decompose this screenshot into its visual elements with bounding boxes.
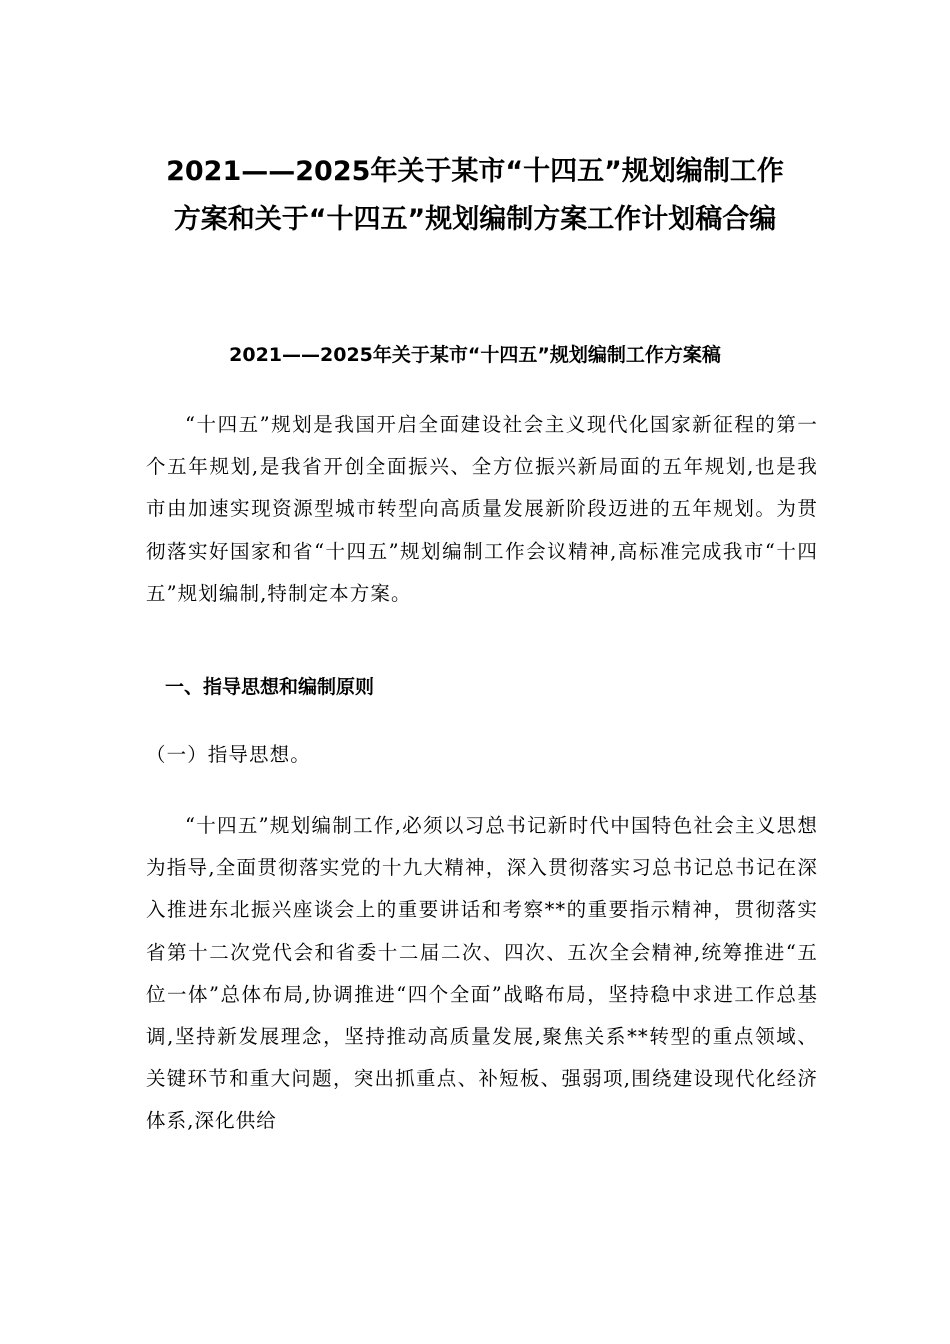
section-heading: 一、指导思想和编制原则 — [165, 676, 375, 698]
section-title: 2021——2025年关于某市“十四五”规划编制工作方案稿 — [229, 344, 721, 366]
title-line-1: 2021——2025年关于某市“十四五”规划编制工作 — [166, 156, 784, 187]
subsection-heading: （一）指导思想。 — [146, 743, 311, 766]
title-line-2: 方案和关于“十四五”规划编制方案工作计划稿合编 — [173, 204, 777, 235]
intro-paragraph: “十四五”规划是我国开启全面建设社会主义现代化国家新征程的第一个五年规划,是我省开创全面振兴、全方位振兴新局面的五年规划,也是我市由加速实现资源型城市转型向高质量发展新阶段迈进的五年规划。为贯彻落实好国家和省“十四五”规划编制工作会议精神,高标准完成我市“十四五”规划编制,特制定本方案。 — [146, 413, 818, 605]
document-title — [120, 148, 830, 244]
guiding-paragraph: “十四五”规划编制工作,必须以习总书记新时代中国特色社会主义思想为指导,全面贯彻落实党的十九大精神，深入贯彻落实习总书记总书记在深入推进东北振兴座谈会上的重要讲话和考察**的重要指示精神，贯彻落实省第十二次党代会和省委十二届二次、四次、五次全会精神,统筹推进“五位一体”总体布局,协调推进“四个全面”战略布局，坚持稳中求进工作总基调,坚持新发展理念，坚持推动高质量发展,聚焦关系**转型的重点领域、关键环节和重大问题，突出抓重点、补短板、强弱项,围绕建设现代化经济体系,深化供给 — [146, 814, 818, 1133]
